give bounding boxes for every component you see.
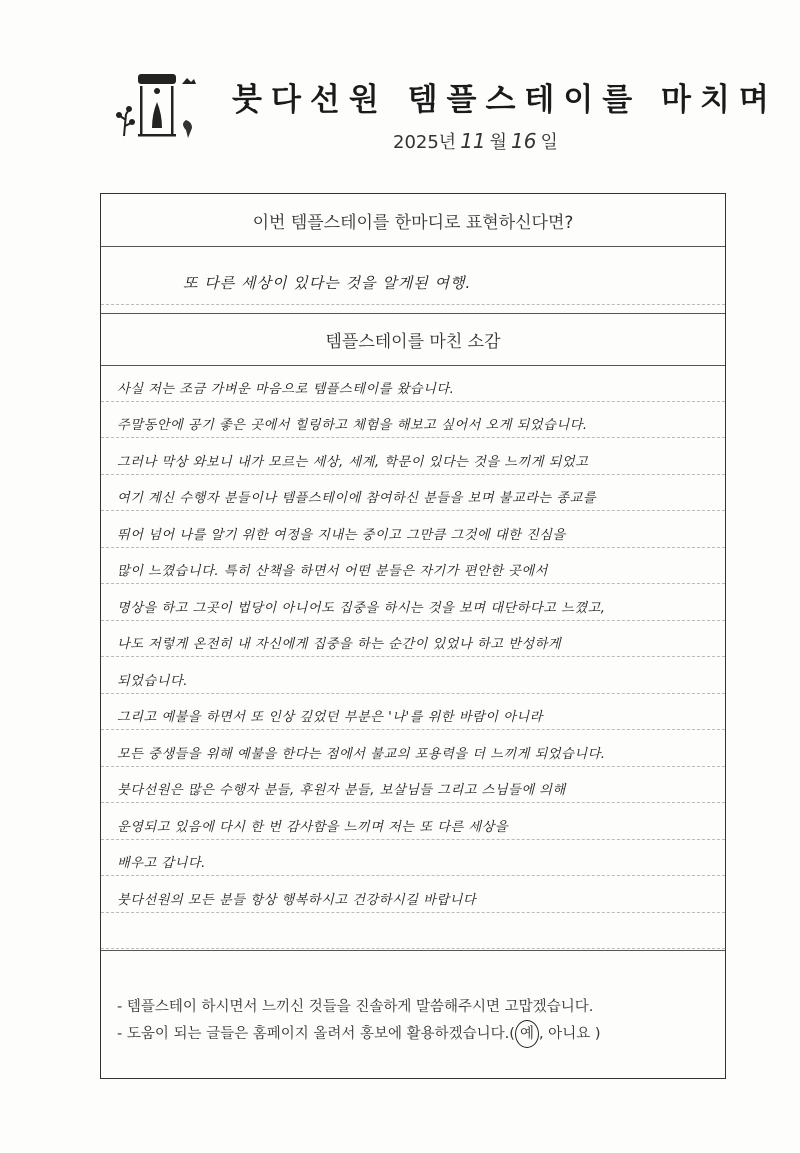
date-line [393, 128, 558, 154]
consent-open: ( [509, 1026, 515, 1042]
answer-line [101, 584, 725, 621]
answer-line-text: 모든 중생들을 위해 예불을 한다는 점에서 불교의 포용력을 더 느끼게 되었습니다. [117, 746, 606, 762]
answer-line-text: 되었습니다. [117, 673, 188, 689]
answer-line-text: 그리고 예불을 하면서 또 인상 깊었던 부분은 '나'를 위한 바람이 아니라 [117, 710, 543, 725]
answer2-lines [101, 365, 725, 951]
note-2 [117, 1020, 600, 1048]
question1-header: 이번 템플스테이를 한마디로 표현하신다면? [101, 194, 725, 247]
consent-no[interactable]: , 아니요 ) [538, 1026, 601, 1042]
answer-line [101, 365, 725, 402]
year-label: 2025년 [393, 132, 457, 153]
notes [117, 994, 600, 1048]
answer-line [101, 730, 725, 767]
day-label: 일 [540, 132, 558, 153]
answer-line [101, 840, 725, 877]
answer-line [101, 657, 725, 694]
answer-line [101, 548, 725, 585]
answer-line [101, 767, 725, 804]
answer-line-text: 여기 계신 수행자 분들이나 템플스테이에 참여하신 분들을 보며 불교라는 종교를 [117, 491, 597, 506]
answer1-field [101, 246, 725, 314]
answer-line [101, 876, 725, 913]
answer-line [101, 913, 725, 950]
answer-line-text: 명상을 하고 그곳이 법당이 아니어도 집중을 하시는 것을 보며 대단하다고 느꼈고, [117, 600, 606, 616]
answer-line [101, 475, 725, 512]
buddha-shrine-logo [110, 70, 200, 150]
answer-line [101, 402, 725, 439]
answer-line [101, 694, 725, 731]
form-box [100, 193, 726, 1079]
answer-line-text: 붓다선원은 많은 수행자 분들, 후원자 분들, 보살님들 그리고 스님들에 의해 [117, 783, 566, 798]
month-value: 11 [460, 129, 486, 153]
answer-line-text: 그러나 막상 와보니 내가 모르는 세상, 세계, 학문이 있다는 것을 느끼게 되었고 [117, 454, 589, 470]
answer-line [101, 511, 725, 548]
answer-line-text: 나도 저렇게 온전히 내 자신에게 집중을 하는 순간이 있었나 하고 반성하게 [117, 637, 562, 652]
answer1-text: 또 다른 세상이 있다는 것을 알게된 여행. [183, 274, 472, 292]
page-title: 붓다선원 템플스테이를 마치며 [232, 82, 778, 118]
answer-line-text: 운영되고 있음에 다시 한 번 감사함을 느끼며 저는 또 다른 세상을 [117, 819, 509, 835]
answer-line [101, 438, 725, 475]
answer-line [101, 803, 725, 840]
answer-line [101, 621, 725, 658]
answer-line-text: 붓다선원의 모든 분들 항상 행복하시고 건강하시길 바랍니다 [117, 892, 477, 908]
divider [101, 304, 725, 305]
answer-line-text: 뛰어 넘어 나를 알기 위한 여정을 지내는 중이고 그만큼 그것에 대한 진심을 [117, 527, 566, 543]
answer-line-text: 많이 느꼈습니다. 특히 산책을 하면서 어떤 분들은 자기가 편안한 곳에서 [117, 564, 548, 579]
answer-line-text: 배우고 갑니다. [117, 856, 206, 871]
question2-header: 템플스테이를 마친 소감 [101, 313, 725, 366]
answer-line-text: 주말동안에 공기 좋은 곳에서 힐링하고 체험을 해보고 싶어서 오게 되었습니다. [117, 418, 588, 433]
consent-yes-circled[interactable]: 예 [515, 1020, 539, 1048]
day-value: 16 [511, 129, 537, 153]
answer-line-text: 사실 저는 조금 가벼운 마음으로 템플스테이를 왔습니다. [117, 381, 455, 397]
month-label: 월 [489, 132, 508, 153]
note-2-text: - 도움이 되는 글들은 홈페이지 올려서 홍보에 활용하겠습니다. [117, 1026, 510, 1042]
note-1: - 템플스테이 하시면서 느끼신 것들을 진솔하게 말씀해주시면 고맙겠습니다. [117, 999, 594, 1015]
